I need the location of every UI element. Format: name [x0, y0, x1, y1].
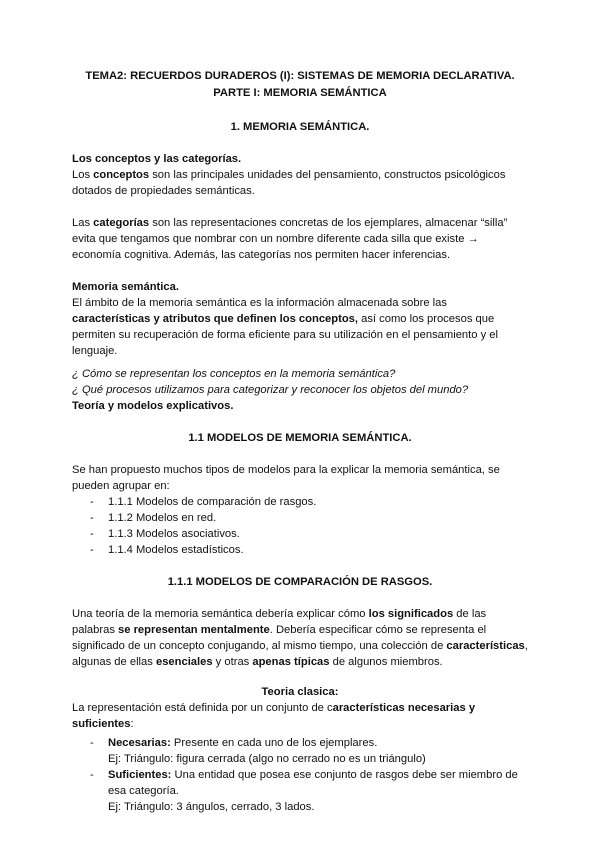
- bold-run: apenas típicas: [252, 656, 330, 668]
- conceptos-heading: Los conceptos y las categorías.: [72, 153, 242, 165]
- conceptos-paragraph: [72, 167, 528, 199]
- title-line-2: PARTE I: MEMORIA SEMÁNTICA: [213, 87, 387, 99]
- section-1-heading: 1. MEMORIA SEMÁNTICA.: [230, 121, 370, 133]
- text-run: Una entidad que posea ese conjunto de rasgos debe ser miembro de esa categoría.: [108, 769, 518, 797]
- text-run: Los: [72, 169, 94, 181]
- text-run: Las: [72, 217, 94, 229]
- list-item: - 1.1.2 Modelos en red.: [72, 510, 528, 526]
- bold-run: Suficientes:: [108, 769, 172, 781]
- document-page: [72, 68, 528, 815]
- bold-run: aracterísticas necesarias y suficientes: [72, 702, 476, 730]
- text-run: de las palabras: [72, 608, 487, 636]
- text-run: Una teoría de la memoria semántica debería explicar cómo: [72, 608, 369, 620]
- bold-run: los significados: [368, 608, 454, 620]
- section-1-1-1-heading: 1.1.1 MODELOS DE COMPARACIÓN DE RASGOS.: [167, 576, 433, 588]
- categorias-paragraph: [72, 215, 528, 263]
- text-run: , algunas de ellas: [72, 640, 528, 668]
- list-item-suficientes: [72, 767, 528, 815]
- text-run: y otras: [212, 656, 253, 668]
- example-text: Ej: Triángulo: 3 ángulos, cerrado, 3 lados.: [108, 801, 315, 813]
- example-text: Ej: Triángulo: figura cerrada (algo no cerrado no es un triángulo): [108, 753, 426, 765]
- teoria-heading: Teoría y modelos explicativos.: [72, 400, 234, 412]
- list-item-necesarias: [72, 735, 528, 767]
- modelos-intro: Se han propuesto muchos tipos de modelos para la explicar la memoria semántica, se pueden agrupar en:: [72, 464, 500, 492]
- document-title: [72, 68, 528, 102]
- text-run: Presente en cada uno de los ejemplares.: [170, 737, 378, 749]
- bold-run: esenciales: [155, 656, 213, 668]
- text-run: :: [130, 718, 134, 730]
- bold-run: Necesarias:: [108, 737, 171, 749]
- rasgos-paragraph: [72, 606, 528, 670]
- memoria-heading: Memoria semántica.: [72, 281, 179, 293]
- list-item: - 1.1.1 Modelos de comparación de rasgos.: [72, 494, 528, 510]
- memoria-paragraph: [72, 295, 528, 359]
- bold-run: conceptos: [93, 169, 150, 181]
- text-run: . Debería especificar cómo se representa el significado de un concepto conjugando, al mismo tiempo, una colección de: [72, 624, 487, 652]
- text-run: son las principales unidades del pensamiento, constructos psicológicos dotados de propiedades semánticas.: [72, 169, 506, 197]
- bold-run: se representan mentalmente: [118, 624, 270, 636]
- clasica-intro: [72, 700, 528, 732]
- list-item: - 1.1.3 Modelos asociativos.: [72, 526, 528, 542]
- clasica-heading: Teoria clasica:: [261, 686, 339, 698]
- bold-run: categorías: [93, 217, 150, 229]
- section-1-1-heading: 1.1 MODELOS DE MEMORIA SEMÁNTICA.: [188, 432, 412, 444]
- question-2: ¿ Qué procesos utilizamos para categorizar y reconocer los objetos del mundo?: [72, 384, 469, 396]
- bold-run: características y atributos que definen los conceptos,: [72, 313, 358, 325]
- text-run: así como los procesos que permiten su recuperación de forma eficiente para su utilización en el pensamiento y el lenguaje.: [72, 313, 498, 357]
- list-item: - 1.1.4 Modelos estadísticos.: [72, 542, 528, 558]
- bold-run: características: [446, 640, 525, 652]
- modelos-list: [72, 494, 528, 558]
- text-run: El ámbito de la memoria semántica es la información almacenada sobre las: [72, 297, 447, 309]
- clasica-list: [72, 735, 528, 815]
- title-line-1: TEMA2: RECUERDOS DURADEROS (I): SISTEMAS DE MEMORIA DECLARATIVA.: [85, 70, 515, 82]
- text-run: La representación está definida por un conjunto de c: [72, 702, 333, 714]
- question-1: ¿ Cómo se representan los conceptos en la memoria semántica?: [72, 368, 396, 380]
- text-run: de algunos miembros.: [329, 656, 443, 668]
- text-run: son las representaciones concretas de los ejemplares, almacenar “silla” evita que tengamos que nombrar con un nombre diferente cada silla que existe → economía cognitiva. Además, las categorías nos permiten hacer inferencias.: [72, 217, 508, 261]
